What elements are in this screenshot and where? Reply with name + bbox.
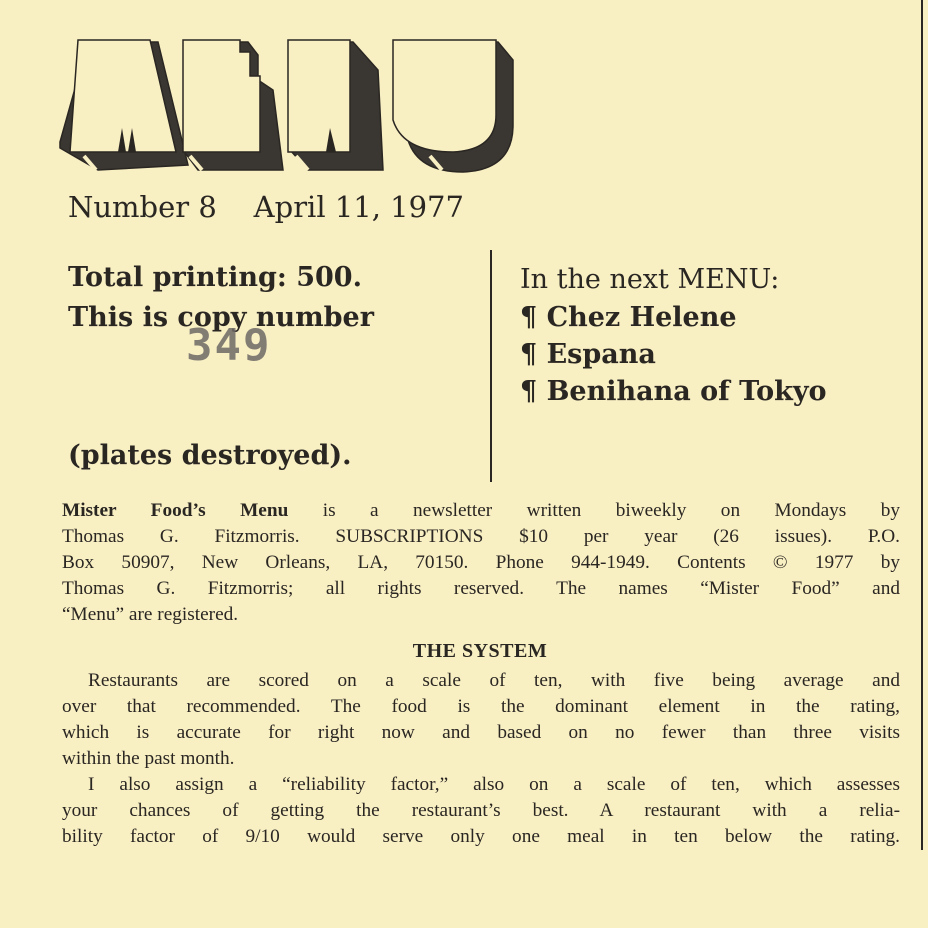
- plates-destroyed: (plates destroyed).: [68, 440, 352, 471]
- issue-info: Number 8 April 11, 1977: [68, 190, 464, 224]
- section-title: THE SYSTEM: [412, 640, 548, 662]
- next-menu-item: ¶ Chez Helene: [520, 302, 737, 333]
- next-menu-heading: In the next MENU:: [520, 264, 780, 295]
- copy-number-label: This is copy number: [68, 302, 374, 333]
- next-menu-item: ¶ Benihana of Tokyo: [520, 376, 827, 407]
- copy-number-stamp: 349: [186, 320, 272, 371]
- system-paragraph: Restaurants are scored on a scale of ten, with five being average and over that recommended. The food is the dominant element in the rating, which is accurate for right now and based on no fewer than three visits within the past month. I also assign a “reliability factor,” also on a scale of ten, which assesses your chances of getting the restaurant’s best. A restaurant with a relia- bility factor of 9/10 would serve only one meal in ten below the rating.: [62, 670, 900, 847]
- total-printing: Total printing: 500.: [68, 262, 362, 293]
- publication-name: Mister Food’s Menu: [62, 500, 289, 521]
- column-divider: [490, 250, 492, 482]
- page-border-line: [921, 0, 923, 850]
- about-paragraph: Mister Food’s Menu is a newsletter written biweekly on Mondays by Thomas G. Fitzmorris. SUBSCRIPTIONS $10 per year (26 issues). P.O. Box 50907, New Orleans, LA, 70150. Phone 944-1949. Contents © 1977 by Thomas G. Fitzmorris; all rights reserved. The names “Mister Food” and “Menu” are registered.: [62, 500, 900, 625]
- menu-logo: [58, 30, 518, 175]
- next-menu-item: ¶ Espana: [520, 339, 656, 370]
